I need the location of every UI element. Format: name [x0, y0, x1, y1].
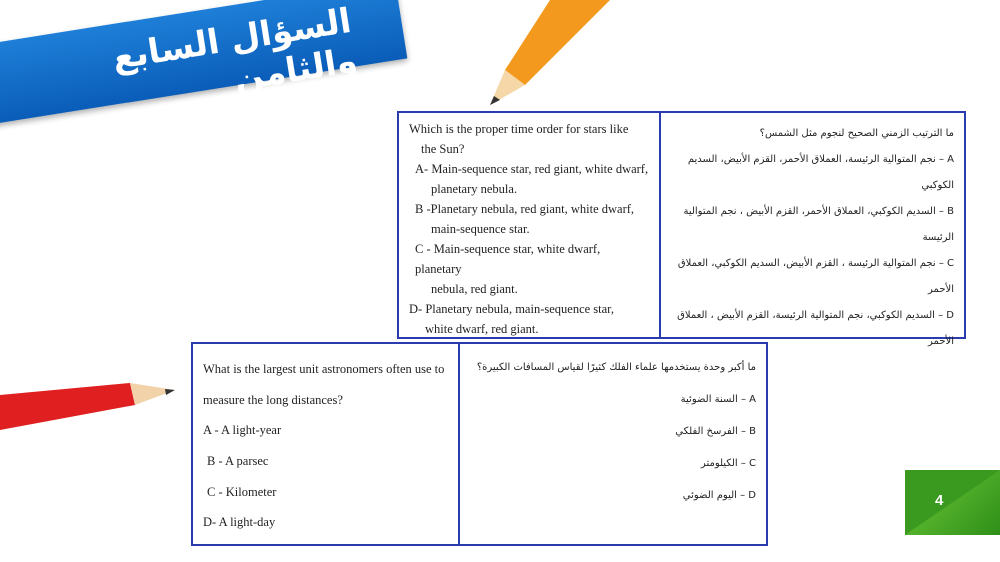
option-b: B - A parsec — [207, 453, 269, 468]
question-text: the Sun? — [421, 142, 465, 156]
question-7-arabic — [661, 113, 964, 347]
question-text: ما الترتيب الزمني الصحيح لنجوم مثل الشمس؟ — [759, 128, 954, 139]
red-pencil-icon — [0, 375, 180, 445]
question-text: ما أكبر وحدة يستخدمها علماء الفلك كثيرًا لقياس المسافات الكبيرة؟ — [476, 362, 756, 373]
question-8-arabic — [460, 344, 766, 544]
option-c: C - Kilometer — [207, 484, 277, 499]
option-b: B -Planetary nebula, red giant, white dwarf, — [415, 202, 635, 216]
title-banner — [0, 0, 407, 124]
question-7-english — [399, 113, 659, 337]
option-c: C – نجم المتوالية الرئيسة ، القزم الأبيض، السديم الكوكبي، العملاق الأحمر — [677, 258, 954, 295]
option-b: B – السديم الكوكبي، العملاق الأحمر، القزم الأبيض ، نجم المتوالية الرئيسة — [683, 206, 954, 243]
option-a: A – نجم المتوالية الرئيسة، العملاق الأحمر، القزم الأبيض، السديم الكوكبي — [687, 154, 954, 191]
option-d: D- Planetary nebula, main-sequence star, — [409, 302, 614, 316]
option-b: B – الفرسخ الفلكي — [675, 426, 756, 437]
option-c: C – الكيلومتر — [700, 458, 756, 469]
slide-title: السؤال السابع والثامن — [109, 0, 361, 100]
orange-pencil-icon — [480, 0, 620, 110]
option-d: D – اليوم الضوئي — [682, 490, 756, 501]
option-a: A – السنة الضوئية — [680, 394, 756, 405]
option-d: D – السديم الكوكبي، نجم المتوالية الرئيسة، القزم الأبيض ، العملاق الأحمر — [677, 310, 954, 347]
question-text: What is the largest unit astronomers often use to — [203, 362, 445, 376]
question-8-english — [193, 344, 458, 544]
question-text: Which is the proper time order for stars like — [409, 122, 629, 136]
option-a: A- Main-sequence star, red giant, white dwarf, — [415, 162, 649, 176]
question-7-box — [397, 111, 966, 347]
option-a: A - A light-year — [203, 423, 282, 438]
option-a: planetary nebula. — [431, 182, 518, 196]
question-8-box — [191, 342, 768, 546]
option-c: C - Main-sequence star, white dwarf, planetary — [415, 242, 601, 276]
option-c: nebula, red giant. — [431, 282, 518, 296]
option-d: D- A light-day — [203, 515, 276, 530]
slide-number: 4 — [935, 492, 944, 509]
option-d: white dwarf, red giant. — [425, 322, 539, 336]
option-b: main-sequence star. — [431, 222, 530, 236]
question-text: measure the long distances? — [203, 392, 343, 407]
